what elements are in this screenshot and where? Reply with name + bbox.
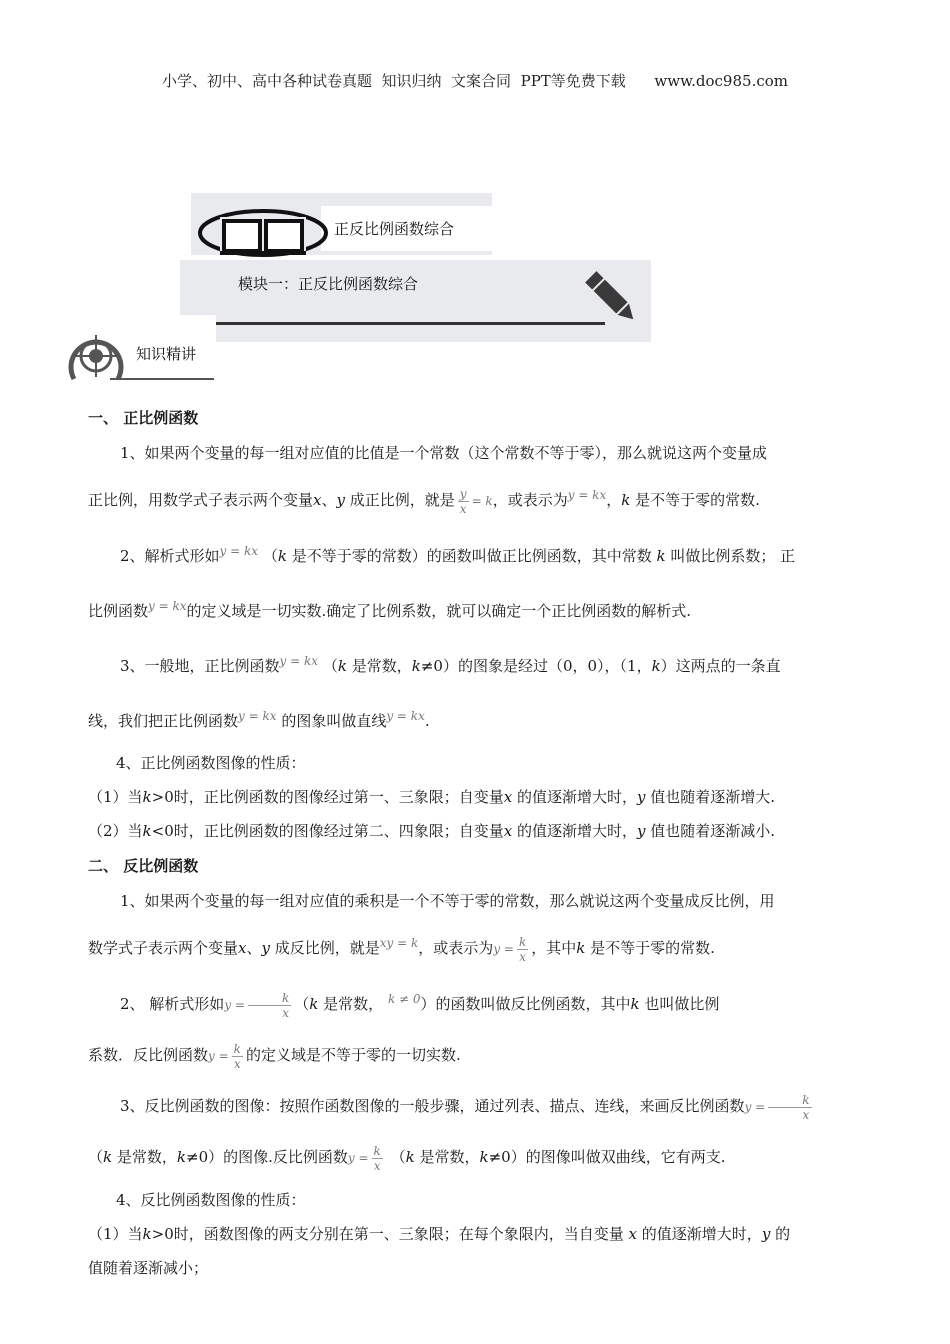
paragraph-inverse-3b: （k 是常数，k≠0）的图像.反比例函数y = $\frac{k}{x}$ （k 是常数，k≠0）的图像叫做双曲线，它有两支. [88, 1143, 726, 1173]
paragraph-direct-1b: 正比例，用数学式子表示两个变量x、y 成正比例，就是 $\frac{y}{x}$ = k，或表示为$^{y = kx}$，k 是不等于零的常数. [88, 486, 760, 516]
paragraph-inverse-3a: 3、反比例函数的图像：按照作函数图像的一般步骤，通过列表、描点、连线，来画反比例函数y = $\frac{k}{x}$ [120, 1092, 810, 1122]
formula-k-over-x: $\frac{k}{x}$ [768, 1093, 811, 1122]
paragraph-direct-3b: 线，我们把正比例函数$^{y = kx}$ 的图象叫做直线$^{y = kx}$. [88, 709, 430, 730]
formula-y-over-x: $\frac{y}{x}$ [459, 486, 467, 516]
section-heading-inverse-proportion: 二、 反比例函数 [88, 857, 199, 875]
paragraph-direct-6: （2）当k<0时，正比例函数的图像经过第二、四象限；自变量x 的值逐渐增大时，y 值也随着逐渐减小. [88, 822, 776, 840]
document-body [88, 400, 864, 1285]
paragraph-direct-5: （1）当k>0时，正比例函数的图像经过第一、三象限；自变量x 的值逐渐增大时，y 值也随着逐渐增大. [88, 788, 776, 806]
section-tab-underline [110, 378, 214, 380]
paragraph-inverse-2b: 系数．反比例函数y = $\frac{k}{x}$ 的定义域是不等于零的一切实数. [88, 1041, 461, 1071]
formula-k-over-x: $\frac{k}{x}$ [373, 1143, 381, 1173]
formula-k-over-x: $\frac{k}{x}$ [518, 934, 527, 964]
paragraph-inverse-2a: 2、 解析式形如y = $\frac{k}{x}$ （k 是常数， $^{k \ne 0}$）的函数叫做反比例函数，其中k 也叫做比例 [120, 990, 720, 1020]
paragraph-inverse-1b: 数学式子表示两个变量x、y 成反比例，就是$^{xy = k}$，或表示为y = $\frac{k}{x}$ ，其中k 是不等于零的常数. [88, 934, 715, 964]
paragraph-direct-4: 4、正比例函数图像的性质： [116, 754, 306, 772]
paragraph-direct-2a: 2、解析式形如$^{y = kx}$ （k 是不等于零的常数）的函数叫做正比例函数，其中常数 k 叫做比例系数； 正 [120, 544, 796, 565]
open-book-icon [196, 203, 331, 259]
module-underline [215, 322, 605, 325]
paragraph-direct-1a: 1、如果两个变量的每一组对应值的比值是一个常数（这个常数不等于零），那么就说这两个变量成 [120, 444, 768, 462]
pencil-icon [584, 266, 640, 330]
section-heading-direct-proportion: 一、 正比例函数 [88, 409, 199, 427]
paragraph-inverse-4: 4、反比例函数图像的性质： [116, 1191, 306, 1209]
formula-k-over-x: $\frac{k}{x}$ [233, 1041, 241, 1071]
paragraph-inverse-1a: 1、如果两个变量的每一组对应值的乘积是一个不等于零的常数，那么就说这两个变量成反比例，用 [120, 892, 775, 910]
paragraph-direct-3a: 3、一般地，正比例函数$^{y = kx}$ （k 是常数，k≠0）的图象是经过（0，0），（1，k）这两点的一条直 [120, 654, 781, 675]
paragraph-inverse-5b: 值随着逐渐减小； [88, 1259, 209, 1277]
target-icon [66, 329, 126, 383]
paragraph-direct-2b: 比例函数$^{y = kx}$的定义域是一切实数.确定了比例系数，就可以确定一个正比例函数的解析式. [88, 599, 692, 620]
page-header-banner: 小学、初中、高中各种试卷真题 知识归纳 文案合同 PPT等免费下载 www.doc985.com [161, 72, 788, 90]
section-tab-label: 知识精讲 [136, 345, 197, 363]
module-title: 模块一：正反比例函数综合 [238, 275, 419, 293]
chapter-title: 正反比例函数综合 [334, 220, 455, 238]
formula-k-over-x: $\frac{k}{x}$ [248, 991, 291, 1020]
paragraph-inverse-5a: （1）当k>0时，函数图像的两支分别在第一、三象限；在每个象限内，当自变量 x 的值逐渐增大时，y 的 [88, 1225, 791, 1243]
